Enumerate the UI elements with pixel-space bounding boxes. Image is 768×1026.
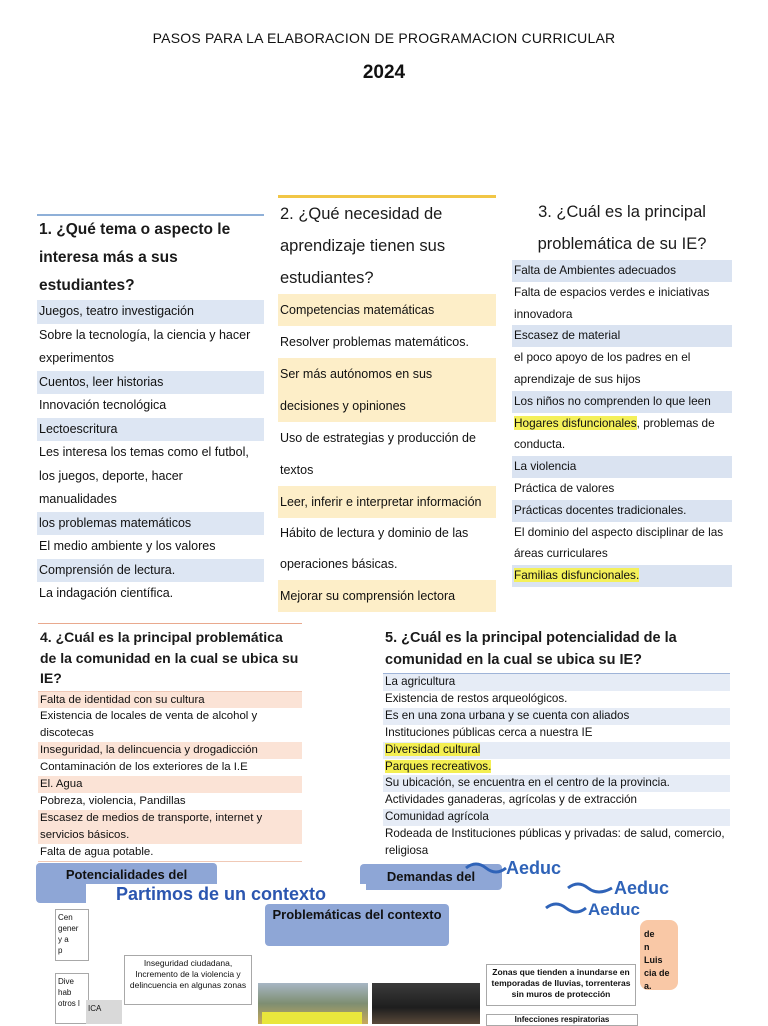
panel3-row: Prácticas docentes tradicionales. [512,500,732,522]
panel4-heading: 4. ¿Cuál es la principal problemática de la comunidad en la cual se ubica su IE? [38,624,302,692]
panel1-row: Juegos, teatro investigación [37,300,264,324]
panel3-row: La violencia [512,456,732,478]
panel4-row: Falta de agua potable. [38,844,302,862]
panel5-row: Actividades ganaderas, agrícolas y de extracción [385,793,637,807]
highlighted-text: Diversidad cultural [385,742,481,756]
inseguridad-box: Inseguridad ciudadana, Incremento de la violencia y delincuencia en algunas zonas [124,955,252,1005]
highlighted-text: Parques recreativos. [385,759,492,773]
panel5-row [383,759,730,776]
fragment-text: de [644,929,655,939]
panel-learning-needs [278,195,496,612]
aeduc-logo-text: Aeduc [506,858,562,878]
fragment-box [640,920,678,990]
infecciones-box: Infecciones respiratorias [486,1014,638,1026]
panel5-row: Existencia de restos arqueológicos. [385,691,568,705]
panel3-row: el poco apoyo de los padres en el aprendizaje de sus hijos [514,350,691,386]
panel4-row: El. Agua [38,776,302,793]
fragment-text: gener [58,924,79,933]
panel4-row: Escasez de medios de transporte, internet y servicios básicos. [38,810,302,844]
panel1-row: Cuentos, leer historias [37,371,264,395]
panel2-row: Resolver problemas matemáticos. [280,335,469,349]
fragment-box [55,909,89,961]
panel3-row: Práctica de valores [514,480,615,495]
photo-highlight [262,1012,362,1024]
panel5-row: La agricultura [383,674,730,691]
panel2-heading: 2. ¿Qué necesidad de aprendizaje tienen sus estudiantes? [280,205,446,287]
panel-school-problems [512,196,732,587]
panel1-row: los problemas matemáticos [37,512,264,536]
wave-icon [544,898,588,918]
panel4-row: Falta de identidad con su cultura [38,692,302,709]
problematicas-box: Problemáticas del contexto [265,904,449,946]
document-year: 2024 [362,62,406,83]
aeduc-logo [464,858,562,886]
night-photo [372,983,480,1024]
panel5-row: Rodeada de Instituciones públicas y privadas: de salud, comercio, religiosa [385,827,725,858]
fragment-text: otros l [58,999,80,1008]
aeduc-logo-text: Aeduc [614,878,670,898]
panel3-heading: 3. ¿Cuál es la principal problemática de su IE? [537,203,707,253]
panel1-row: Les interesa los temas como el futbol, los juegos, deporte, hacer manualidades [39,445,249,506]
panel1-row: La indagación científica. [39,586,174,600]
panel5-row: Su ubicación, se encuentra en el centro de la provincia. [383,775,730,792]
fragment-text: ICA [88,1004,102,1013]
panel-student-interests [37,214,264,606]
panel5-row: Comunidad agrícola [383,809,730,826]
panel1-row: Lectoescritura [37,418,264,442]
document-title: PASOS PARA LA ELABORACION DE PROGRAMACION CURRICULAR [152,30,616,46]
panel3-row: Escasez de material [512,325,732,347]
fragment-box [55,973,89,1024]
fragment-text: Luis [644,955,663,965]
fragment-text: a. [644,981,652,991]
panel4-row: Existencia de locales de venta de alcohol y discotecas [40,710,258,740]
panel3-row: Falta de Ambientes adecuados [512,260,732,282]
aeduc-logo [544,898,654,924]
panel1-row: Sobre la tecnología, la ciencia y hacer experimentos [39,327,251,365]
panel-community-problems [38,623,302,862]
fragment-text: Cen [58,913,73,922]
panel5-row: Instituciones públicas cerca a nuestra IE [385,725,593,739]
panel4-row: Pobreza, violencia, Pandillas [40,794,186,807]
panel-community-potential [383,626,730,860]
fragment-box [86,1000,122,1024]
panel3-row-suffix: , problemas de conducta. [514,415,715,452]
panel2-row: Mejorar su comprensión lectora [278,580,496,612]
panel5-heading: 5. ¿Cuál es la principal potencialidad de la comunidad en la cual se ubica su IE? [383,626,730,674]
panel2-row: Ser más autónomos en sus decisiones y opiniones [278,358,496,422]
panel4-row: Contaminación de los exteriores de la I.E [40,761,248,774]
panel2-row: Hábito de lectura y dominio de las operaciones básicas. [280,526,469,571]
fragment-text: cia de [644,968,670,978]
panel5-row: Es en una zona urbana y se cuenta con aliados [383,708,730,725]
fragment-text: hab [58,988,72,997]
panel3-row: Falta de espacios verdes e iniciativas innovadora [514,284,710,321]
zonas-box: Zonas que tienden a inundarse en temporadas de lluvias, torrenteras sin muros de protección [486,964,636,1006]
panel5-row [383,742,730,759]
panel3-row: Los niños no comprenden lo que leen [512,391,732,413]
potencialidades-box: Potencialidades del [36,863,217,903]
panel1-heading: 1. ¿Qué tema o aspecto le interesa más a sus estudiantes? [39,221,231,294]
fragment-text: n [644,942,650,952]
fragment-text: p [58,946,63,955]
panel2-row: Competencias matemáticas [278,294,496,326]
panel3-row [512,565,732,587]
demandas-box: Demandas del [360,864,502,890]
panel1-row: El medio ambiente y los valores [39,539,216,553]
panel2-row: Uso de estrategias y producción de textos [280,431,476,477]
panel2-row: Leer, inferir e interpretar información [278,486,496,518]
aeduc-logo-text: Aeduc [588,900,640,919]
slide-title: Partimos de un contexto [116,884,327,904]
panel1-row: Comprensión de lectura. [37,559,264,583]
fragment-text: y a [58,935,69,944]
panel1-row: Innovación tecnológica [39,398,167,412]
wave-icon [566,878,616,898]
panel3-row [512,413,732,457]
fragment-text: Dive [58,977,75,986]
panel4-row: Inseguridad, la delincuencia y drogadicción [38,742,302,759]
panel3-row: El dominio del aspecto disciplinar de las áreas curriculares [514,524,724,561]
highlighted-text: Hogares disfuncionales [514,415,637,430]
highlighted-text: Familias disfuncionales. [514,568,640,583]
